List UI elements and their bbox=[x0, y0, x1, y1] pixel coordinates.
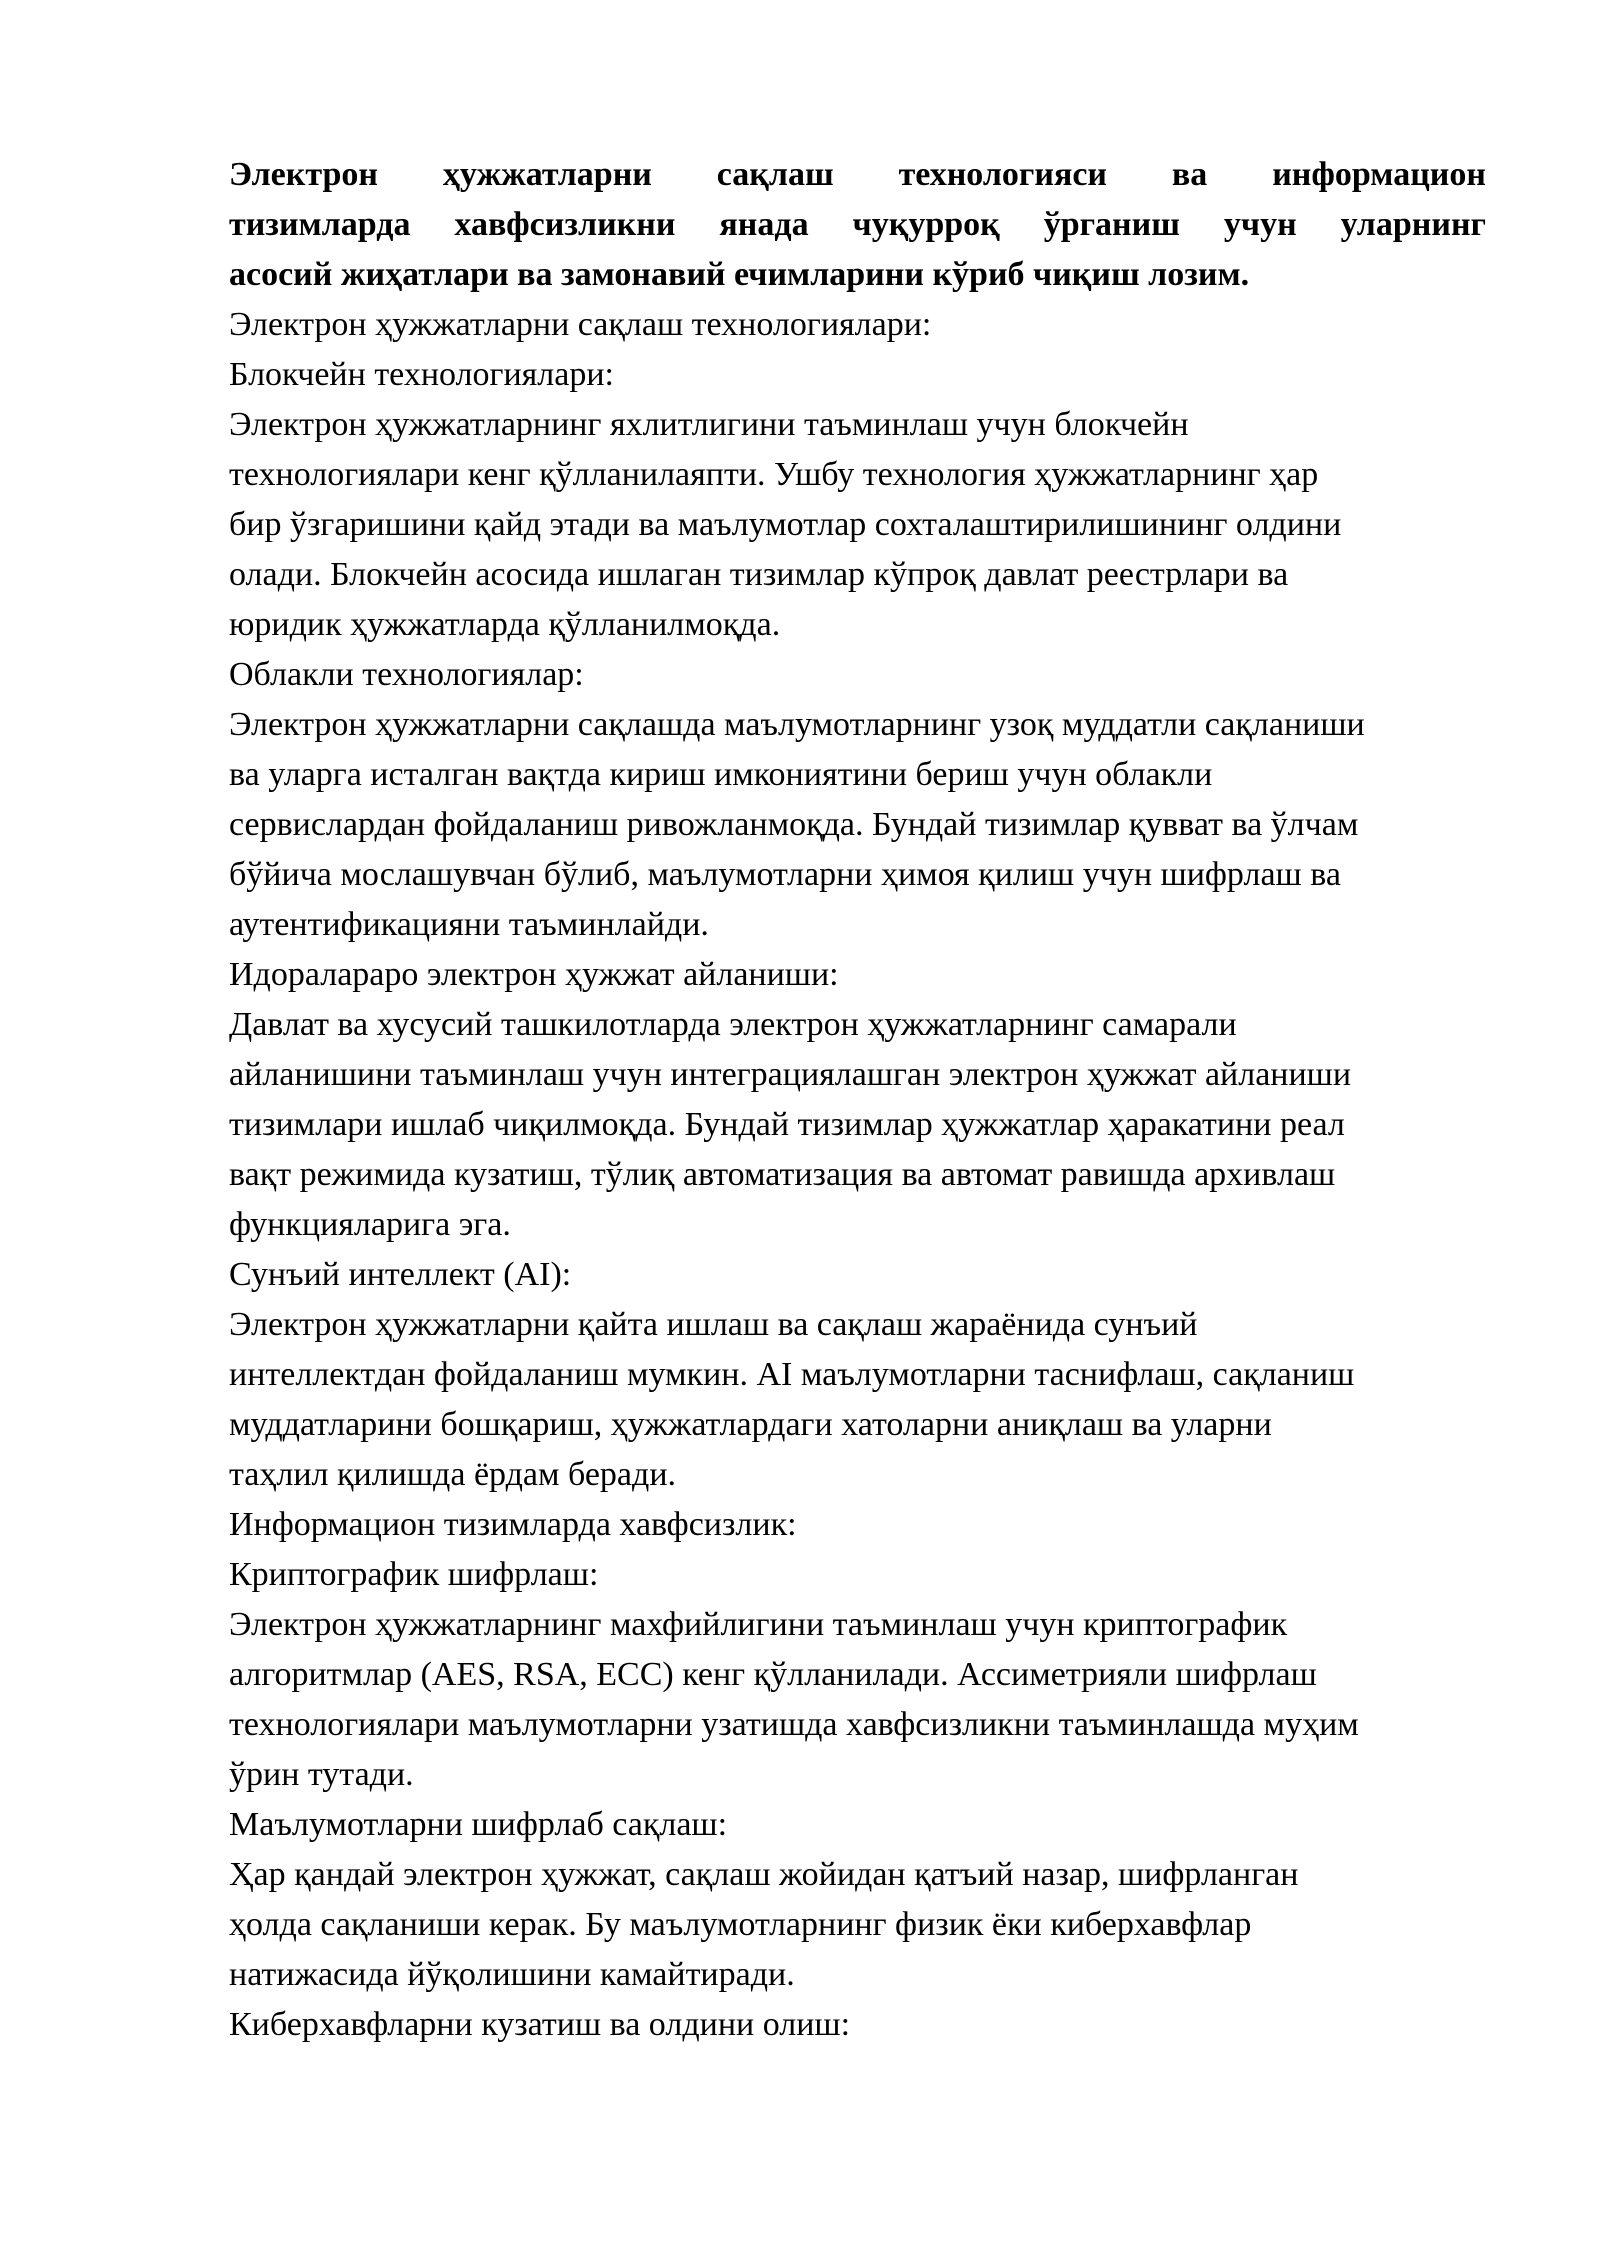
text-line: технологиялари кенг қўлланилаяпти. Ушбу технология ҳужжатларнинг ҳар bbox=[229, 456, 1319, 493]
intro-paragraph bbox=[229, 150, 1486, 300]
heading-interagency: Идоралараро электрон ҳужжат айланиши: bbox=[229, 956, 839, 993]
intro-line-2: тизимларда хавфсизликни янада чуқурроқ ўрганиш учун уларнинг bbox=[229, 206, 1486, 243]
heading-ai: Сунъий интеллект (AI): bbox=[229, 1256, 572, 1293]
text-line: функцияларига эга. bbox=[229, 1206, 511, 1243]
text-line: ҳолда сақланиши керак. Бу маълумотларнинг физик ёки киберхавфлар bbox=[229, 1906, 1252, 1943]
text-line: тизимлари ишлаб чиқилмоқда. Бундай тизимлар ҳужжатлар ҳаракатини реал bbox=[229, 1106, 1345, 1143]
text-line: юридик ҳужжатларда қўлланилмоқда. bbox=[229, 606, 781, 643]
text-line: таҳлил қилишда ёрдам беради. bbox=[229, 1456, 677, 1493]
document-body bbox=[229, 150, 1486, 2050]
text-line: бўйича мослашувчан бўлиб, маълумотларни ҳимоя қилиш учун шифрлаш ва bbox=[229, 856, 1341, 893]
intro-line-3: асосий жиҳатлари ва замонавий ечимларини кўриб чиқиш лозим. bbox=[229, 256, 1250, 293]
text-line: олади. Блокчейн асосида ишлаган тизимлар кўпроқ давлат реестрлари ва bbox=[229, 556, 1289, 593]
text-line: ва уларга исталган вақтда кириш имкониятини бериш учун облакли bbox=[229, 756, 1213, 793]
text-line: Электрон ҳужжатларни қайта ишлаш ва сақлаш жараёнида сунъий bbox=[229, 1306, 1198, 1343]
text-line: бир ўзгаришини қайд этади ва маълумотлар сохталаштирилишининг олдини bbox=[229, 506, 1342, 543]
intro-line-1: Электрон ҳужжатларни сақлаш технологияси ва информацион bbox=[229, 156, 1486, 193]
heading-security: Информацион тизимларда хавфсизлик: bbox=[229, 1506, 797, 1543]
text-line: ўрин тутади. bbox=[229, 1756, 414, 1793]
text-line: натижасида йўқолишини камайтиради. bbox=[229, 1956, 795, 1993]
text-line: муддатларини бошқариш, ҳужжатлардаги хатоларни аниқлаш ва уларни bbox=[229, 1406, 1272, 1443]
heading-storage-technologies: Электрон ҳужжатларни сақлаш технологиялари: bbox=[229, 306, 932, 343]
text-line: Электрон ҳужжатларнинг яхлитлигини таъминлаш учун блокчейн bbox=[229, 406, 1189, 443]
text-line: сервислардан фойдаланиш ривожланмоқда. Бундай тизимлар қувват ва ўлчам bbox=[229, 806, 1359, 843]
text-line: Давлат ва хусусий ташкилотларда электрон ҳужжатларнинг самарали bbox=[229, 1006, 1237, 1043]
heading-cyber-threats: Киберхавфларни кузатиш ва олдини олиш: bbox=[229, 2006, 851, 2043]
heading-encrypted-storage: Маълумотларни шифрлаб сақлаш: bbox=[229, 1806, 728, 1843]
text-line: Электрон ҳужжатларнинг махфийлигини таъминлаш учун криптографик bbox=[229, 1606, 1288, 1643]
heading-cloud: Облакли технологиялар: bbox=[229, 656, 584, 693]
text-line: Электрон ҳужжатларни сақлашда маълумотларнинг узоқ муддатли сақланиши bbox=[229, 706, 1365, 743]
text-line: вақт режимида кузатиш, тўлиқ автоматизация ва автомат равишда архивлаш bbox=[229, 1156, 1336, 1193]
heading-blockchain: Блокчейн технологиялари: bbox=[229, 356, 615, 393]
body-lines bbox=[229, 300, 1486, 2050]
text-line: айланишини таъминлаш учун интеграциялашган электрон ҳужжат айланиши bbox=[229, 1056, 1352, 1093]
text-line: алгоритмлар (AES, RSA, ECC) кенг қўлланилади. Ассиметрияли шифрлаш bbox=[229, 1656, 1317, 1693]
text-line: Ҳар қандай электрон ҳужжат, сақлаш жойидан қатъий назар, шифрланган bbox=[229, 1856, 1299, 1893]
text-line: технологиялари маълумотларни узатишда хавфсизликни таъминлашда муҳим bbox=[229, 1706, 1359, 1743]
text-line: интеллектдан фойдаланиш мумкин. AI маълумотларни таснифлаш, сақланиш bbox=[229, 1356, 1355, 1393]
heading-crypto: Криптографик шифрлаш: bbox=[229, 1556, 599, 1593]
text-line: аутентификацияни таъминлайди. bbox=[229, 906, 709, 943]
